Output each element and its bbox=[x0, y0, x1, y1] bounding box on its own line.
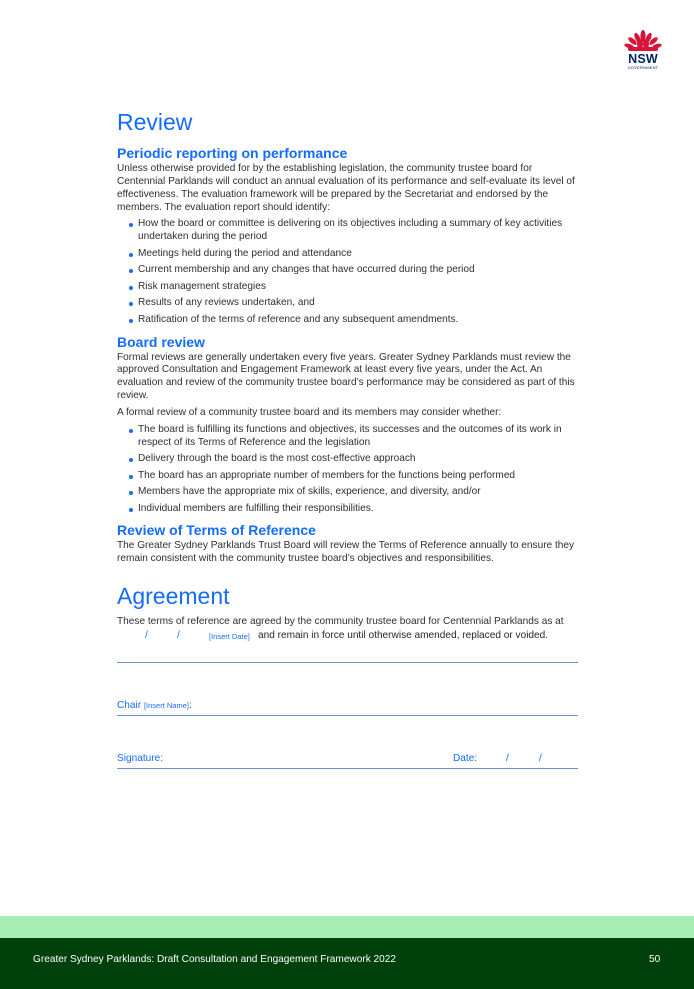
terms-review-paragraph: The Greater Sydney Parklands Trust Board will review the Terms of Reference annually to ensure they remain consistent with the community trustee board’s objectives and responsibilities. bbox=[117, 540, 575, 565]
date-separator: / bbox=[539, 753, 542, 764]
list-item: Individual members are fulfilling their responsibilities. bbox=[117, 503, 579, 516]
document-body bbox=[117, 108, 579, 643]
board-review-heading: Board review bbox=[117, 333, 205, 350]
terms-review-heading: Review of Terms of Reference bbox=[117, 522, 316, 539]
list-item: How the board or committee is delivering on its objectives including a summary of key activities undertaken during the period bbox=[117, 218, 579, 244]
list-item: The board has an appropriate number of members for the functions being performed bbox=[117, 470, 579, 483]
bullet-icon bbox=[129, 508, 133, 512]
waratah-icon bbox=[620, 28, 666, 54]
agreement-title: Agreement bbox=[117, 583, 230, 610]
periodic-reporting-paragraph: Unless otherwise provided for by the establishing legislation, the community trustee board for Centennial Parklands will conduct an annual evaluation of its performance and self-evaluate its level of effectiveness. The evaluation framework will be prepared by the Secretariat and endorsed by the members. The evaluation report should identify: bbox=[117, 163, 575, 213]
bullet-icon bbox=[129, 429, 133, 433]
list-item: Ratification of the terms of reference and any subsequent amendments. bbox=[117, 314, 579, 327]
periodic-reporting-list bbox=[117, 218, 579, 326]
bullet-icon bbox=[129, 286, 133, 290]
list-item: Meetings held during the period and attendance bbox=[117, 248, 579, 261]
chair-field-line bbox=[117, 715, 578, 716]
list-item: Current membership and any changes that have occurred during the period bbox=[117, 264, 579, 277]
bullet-icon bbox=[129, 253, 133, 257]
insert-name-placeholder: [Insert Name] bbox=[143, 701, 189, 710]
list-item: The board is fulfilling its functions and objectives, its successes and the outcomes of its work in respect of its Terms of Reference and the legislation bbox=[117, 424, 579, 450]
signature-field-line bbox=[117, 768, 578, 769]
bullet-icon bbox=[129, 319, 133, 323]
list-item: Risk management strategies bbox=[117, 281, 579, 294]
insert-date-placeholder[interactable]: [Insert Date] bbox=[209, 632, 250, 642]
nsw-government-logo bbox=[620, 28, 666, 72]
review-title: Review bbox=[117, 109, 193, 135]
agreement-date-underline bbox=[117, 662, 578, 663]
periodic-reporting-heading: Periodic reporting on performance bbox=[117, 145, 348, 161]
logo-subtext: GOVERNMENT bbox=[627, 65, 659, 70]
footer-document-title: Greater Sydney Parklands: Draft Consultation and Engagement Framework 2022 bbox=[33, 954, 397, 965]
bullet-icon bbox=[129, 269, 133, 273]
date-separator: / bbox=[145, 630, 148, 642]
page-number: 50 bbox=[649, 954, 661, 965]
list-item: Delivery through the board is the most cost-effective approach bbox=[117, 453, 579, 466]
bullet-icon bbox=[129, 475, 133, 479]
board-review-list bbox=[117, 424, 579, 516]
date-separator: / bbox=[506, 753, 509, 764]
date-field-label[interactable]: Date: bbox=[453, 753, 478, 764]
logo-wordmark: NSW bbox=[628, 52, 658, 66]
bullet-icon bbox=[129, 491, 133, 495]
bullet-icon bbox=[129, 458, 133, 462]
list-item: Results of any reviews undertaken, and bbox=[117, 297, 579, 310]
bullet-icon bbox=[129, 302, 133, 306]
footer-accent-band bbox=[0, 916, 694, 938]
board-review-paragraph: Formal reviews are generally undertaken every five years. Greater Sydney Parklands must review the approved Consultation and Engagement Framework at least every five years, under the Act. An evaluation and review of the community trustee board’s performance may be considered as part of this review. bbox=[117, 351, 575, 402]
list-item: Members have the appropriate mix of skills, experience, and diversity, and/or bbox=[117, 486, 579, 499]
signature-field-label[interactable]: Signature: bbox=[117, 753, 164, 764]
chair-field-label[interactable]: Chair [Insert Name]: bbox=[117, 700, 192, 711]
date-separator: / bbox=[177, 630, 180, 642]
agreement-remainder: and remain in force until otherwise amended, replaced or voided. bbox=[258, 630, 549, 642]
board-review-intro: A formal review of a community trustee board and its members may consider whether: bbox=[117, 407, 502, 419]
bullet-icon bbox=[129, 223, 133, 227]
agreement-date-line bbox=[117, 629, 579, 643]
agreement-paragraph: These terms of reference are agreed by the community trustee board for Centennial Parklands as at bbox=[117, 616, 564, 628]
